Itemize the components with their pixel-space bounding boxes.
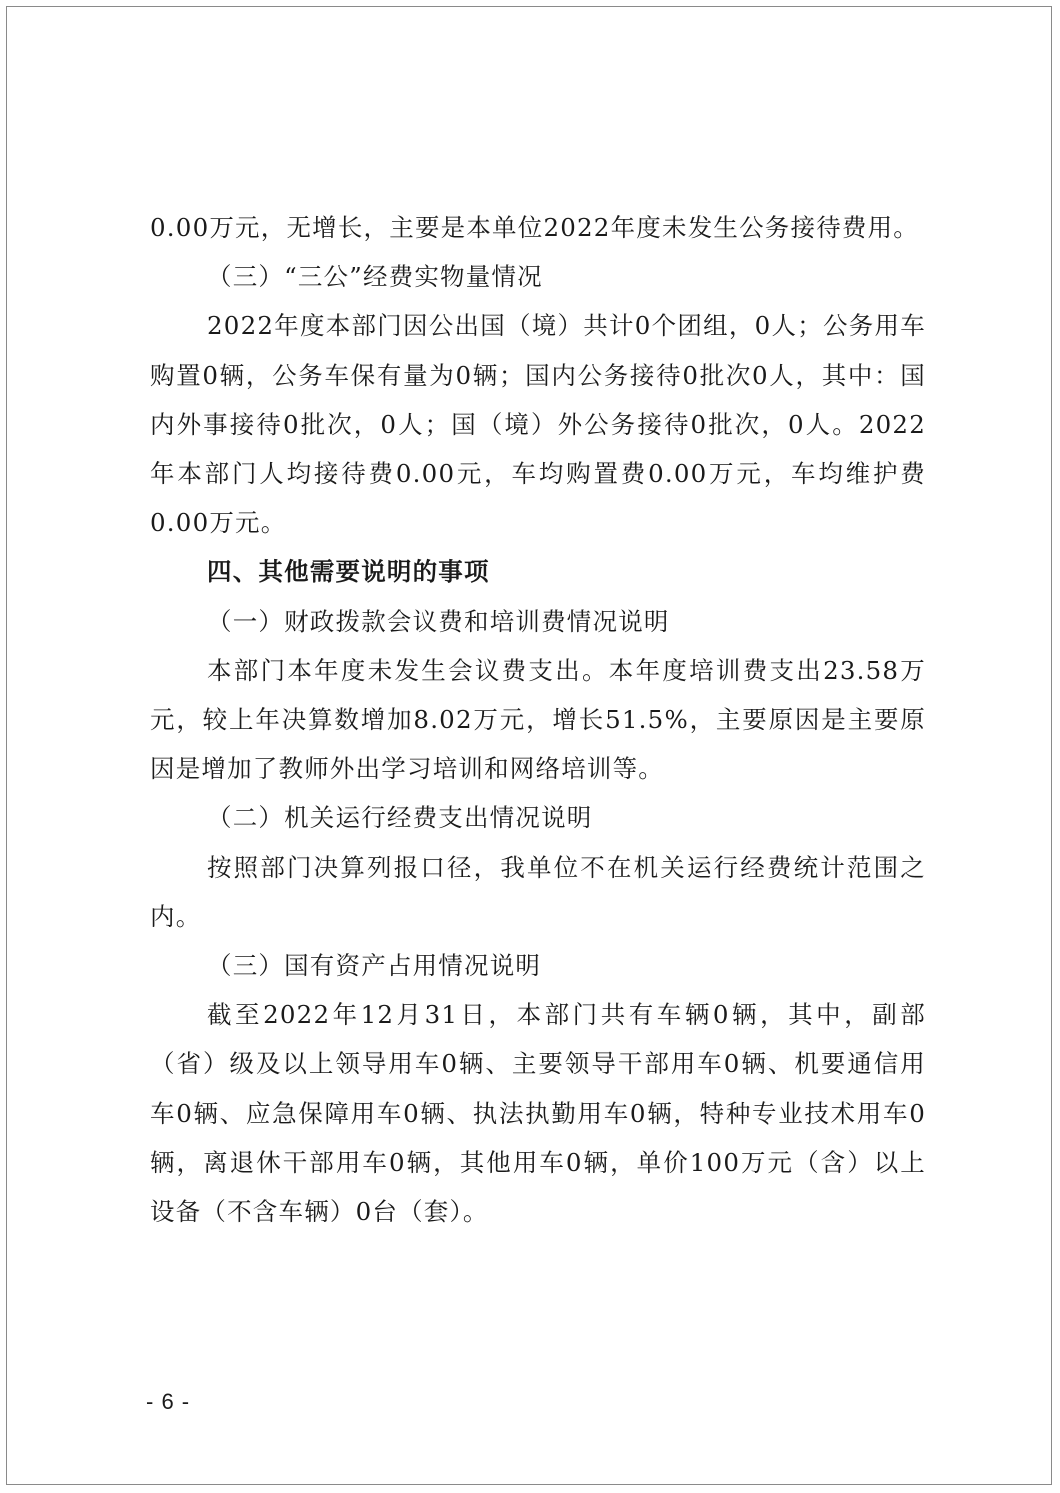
document-page bbox=[6, 6, 1052, 1485]
paragraph-reception-cost-continued: 0.00万元，无增长，主要是本单位2022年度未发生公务接待费用。 bbox=[150, 213, 919, 242]
page-number: - 6 - bbox=[146, 1389, 191, 1414]
paragraph-operating-expenses: 按照部门决算列报口径，我单位不在机关运行经费统计范围之内。 bbox=[150, 852, 926, 931]
subheading-three-public-quantities: （三）“三公”经费实物量情况 bbox=[207, 262, 543, 292]
document-body bbox=[150, 203, 926, 1236]
paragraph-state-assets: 截至2022年12月31日，本部门共有车辆0辆，其中，副部（省）级及以上领导用车0辆、主要领导干部用车0辆、机要通信用车0辆、应急保障用车0辆、执法执勤用车0辆，特种专业技术用车0辆，离退休干部用车0辆，其他用车0辆，单价100万元（含）以上设备（不含车辆）0台（套）。 bbox=[150, 1000, 926, 1227]
subheading-meeting-training-fees: （一）财政拨款会议费和培训费情况说明 bbox=[207, 606, 670, 636]
subheading-operating-expenses: （二）机关运行经费支出情况说明 bbox=[207, 803, 593, 833]
subheading-state-assets: （三）国有资产占用情况说明 bbox=[207, 951, 542, 981]
paragraph-three-public-quantities: 2022年度本部门因公出国（境）共计0个团组，0人；公务用车购置0辆，公务车保有量为0辆；国内公务接待0批次0人，其中：国内外事接待0批次，0人；国（境）外公务接待0批次，0人。2022年本部门人均接待费0.00元，车均购置费0.00万元，车均维护费0.00万元。 bbox=[150, 311, 926, 538]
paragraph-meeting-training-fees: 本部门本年度未发生会议费支出。本年度培训费支出23.58万元，较上年决算数增加8.02万元，增长51.5%，主要原因是主要原因是增加了教师外出学习培训和网络培训等。 bbox=[150, 655, 926, 784]
section-heading-other-matters: 四、其他需要说明的事项 bbox=[207, 557, 490, 587]
